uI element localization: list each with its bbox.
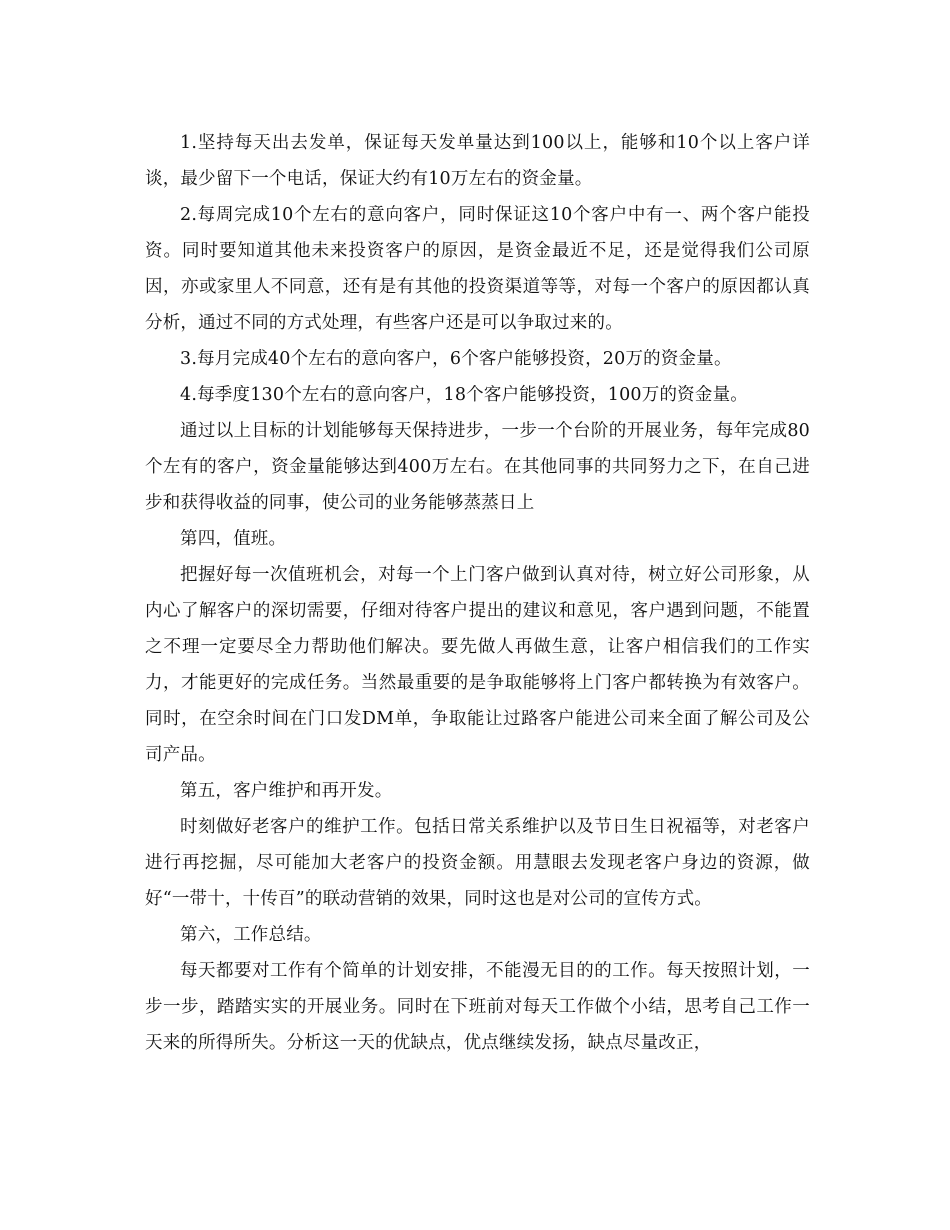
section-heading-customer-maintenance: 第五，客户维护和再开发。 [180, 781, 393, 801]
paragraph-goal-summary: 通过以上目标的计划能够每天保持进步，一步一个台阶的开展业务，每年完成80个左有的客户，资金量能够达到400万左右。在其他同事的共同努力之下，在自己进步和获得收益的同事，使公司的业务能够蒸蒸日上 [145, 421, 810, 513]
paragraph-goal-daily: 1.坚持每天出去发单，保证每天发单量达到100以上，能够和10个以上客户详谈，最少留下一个电话，保证大约有10万左右的资金量。 [145, 133, 810, 189]
section-heading-work-summary: 第六，工作总结。 [180, 925, 322, 945]
document-body [145, 125, 810, 1061]
paragraph-goal-monthly: 3.每月完成40个左右的意向客户，6个客户能够投资，20万的资金量。 [180, 349, 732, 369]
paragraph-goal-weekly: 2.每周完成10个左右的意向客户，同时保证这10个客户中有一、两个客户能投资。同时要知道其他未来投资客户的原因，是资金最近不足，还是觉得我们公司原因，亦或家里人不同意，还有是有其他的投资渠道等等，对每一个客户的原因都认真分析，通过不同的方式处理，有些客户还是可以争取过来的。 [145, 205, 810, 333]
paragraph-duty: 把握好每一次值班机会，对每一个上门客户做到认真对待，树立好公司形象，从内心了解客户的深切需要，仔细对待客户提出的建议和意见，客户遇到问题，不能置之不理一定要尽全力帮助他们解决。要先做人再做生意，让客户相信我们的工作实力，才能更好的完成任务。当然最重要的是争取能够将上门客户都转换为有效客户。同时，在空余时间在门口发DM单，争取能让过路客户能进公司来全面了解公司及公司产品。 [145, 565, 810, 765]
paragraph-goal-quarterly: 4.每季度130个左右的意向客户，18个客户能够投资，100万的资金量。 [180, 385, 748, 405]
paragraph-work-summary: 每天都要对工作有个简单的计划安排，不能漫无目的的工作。每天按照计划，一步一步，踏踏实实的开展业务。同时在下班前对每天工作做个小结，思考自己工作一天来的所得所失。分析这一天的优缺点，优点继续发扬，缺点尽量改正， [145, 961, 810, 1053]
section-heading-duty: 第四，值班。 [180, 529, 287, 549]
paragraph-customer-maintenance: 时刻做好老客户的维护工作。包括日常关系维护以及节日生日祝福等，对老客户进行再挖掘，尽可能加大老客户的投资金额。用慧眼去发现老客户身边的资源，做好“一带十，十传百”的联动营销的效果，同时这也是对公司的宣传方式。 [145, 817, 810, 909]
